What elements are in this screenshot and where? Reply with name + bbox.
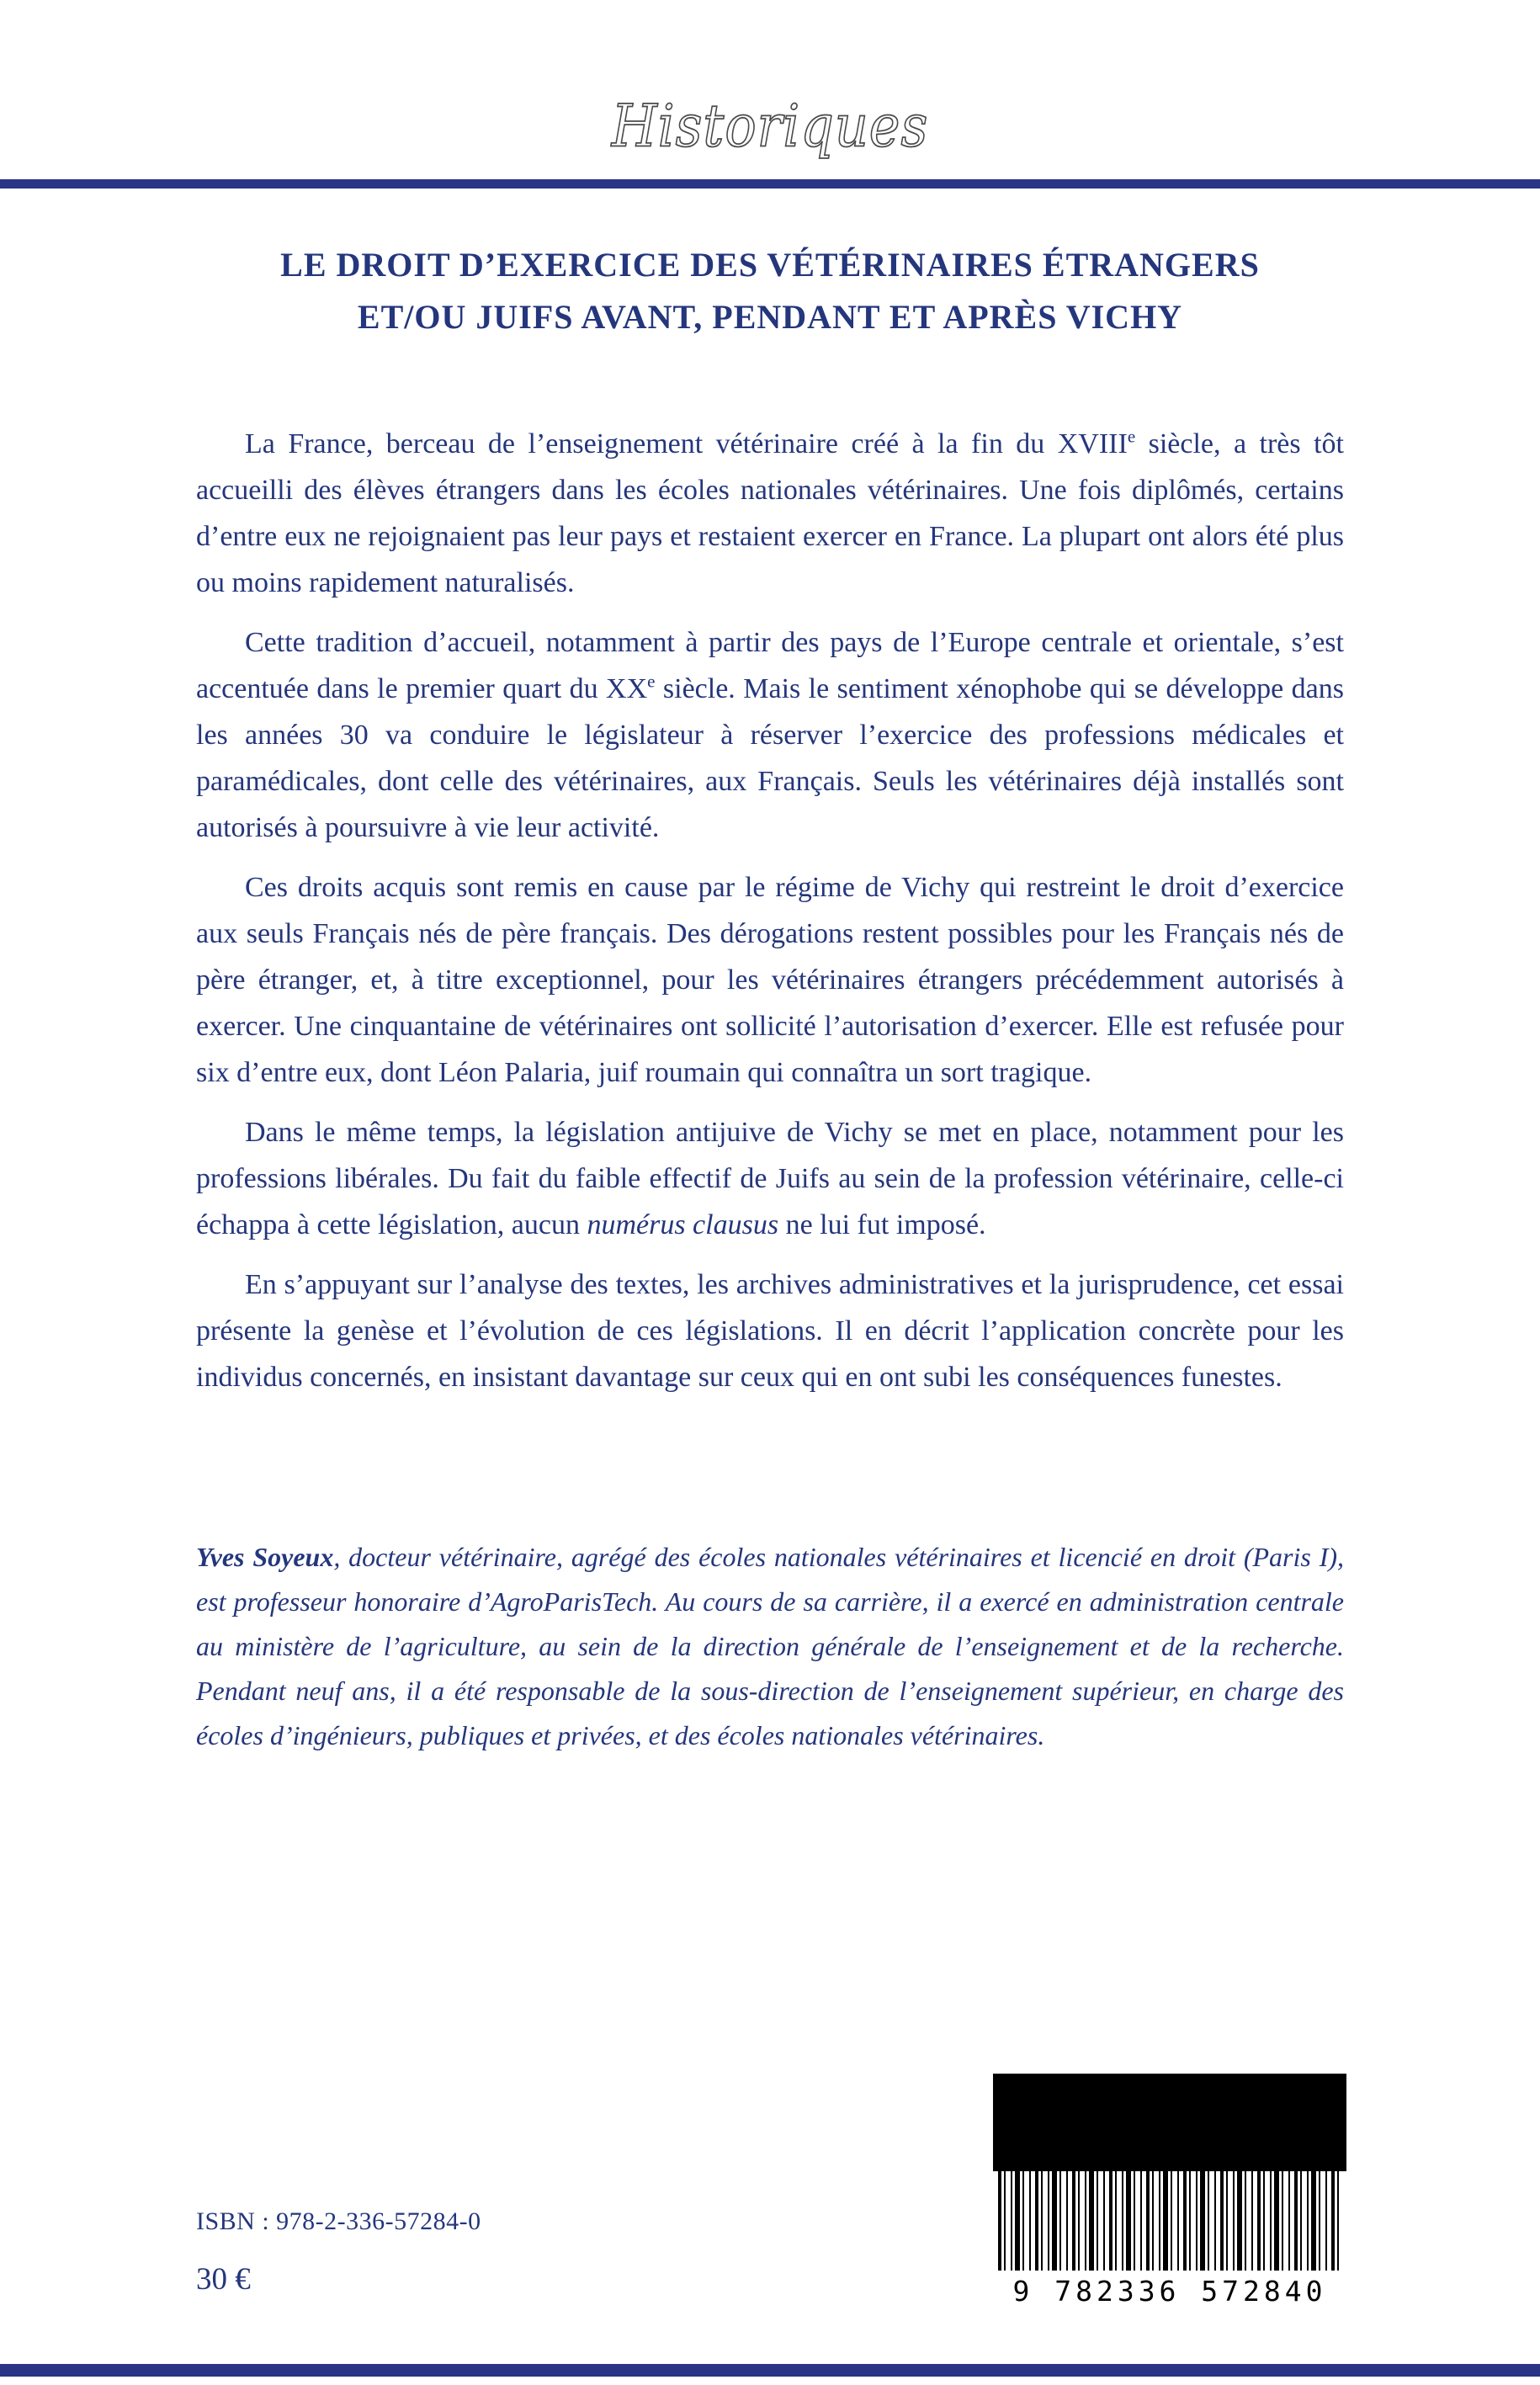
author-bio (196, 1535, 1344, 1758)
paragraph-4-text-cont: ne lui fut imposé. (778, 1209, 986, 1240)
book-title-line-2: ET/OU JUIFS AVANT, PENDANT ET APRÈS VICHY (357, 298, 1183, 336)
price: 30 € (196, 2262, 251, 2297)
paragraph-1-superscript: e (1127, 426, 1136, 447)
barcode-bars (998, 2171, 1341, 2271)
paragraph-3: Ces droits acquis sont remis en cause par le régime de Vichy qui restreint le droit d’exercice aux seuls Français nés de père français. Des dérogations restent possibles pour les Français nés de père étranger, et, à titre exceptionnel, pour les vétérinaires étrangers précédemment autorisés à exercer. Une cinquantaine de vétérinaires ont sollicité l’autorisation d’exercer. Elle est refusée pour six d’entre eux, dont Léon Palaria, juif roumain qui connaîtra un sort tragique. (196, 872, 1344, 1088)
paragraph-1 (196, 421, 1344, 606)
back-cover-text (196, 421, 1344, 1400)
paragraph-4-text: Dans le même temps, la législation antijuive de Vichy se met en place, notamment pour les professions libérales. Du fait du faible effectif de Juifs au sein de la profession vétérinaire, celle-ci échappa à cette législation, aucun (196, 1117, 1344, 1240)
paragraph-5: En s’appuyant sur l’analyse des textes, les archives administratives et la jurisprudence, cet essai présente la genèse et l’évolution de ces législations. Il en décrit l’application concrète pour les individus concernés, en insistant davantage sur ceux qui en ont subi les conséquences funestes. (196, 1269, 1344, 1393)
book-title-line-1: LE DROIT D’EXERCICE DES VÉTÉRINAIRES ÉTRANGERS (280, 246, 1260, 284)
paragraph-4 (196, 1109, 1344, 1248)
paragraph-1-text: La France, berceau de l’enseignement vétérinaire créé à la fin du XVIII (245, 428, 1128, 459)
bottom-rule-divider (0, 2364, 1540, 2377)
footer-left (196, 2207, 481, 2297)
author-bio-paragraph (196, 1535, 1344, 1758)
barcode-digits: 9 782336 572840 (993, 2271, 1346, 2311)
paragraph-2-superscript: e (647, 671, 656, 692)
paragraph-2-text-cont: siècle. Mais le sentiment xénophobe qui se développe dans les années 30 va conduire le législateur à réserver l’exercice des professions médicales et paramédicales, dont celle des vétérinaires, aux Français. Seuls les vétérinaires déjà installés sont autorisés à poursuivre à vie leur activité. (196, 673, 1344, 843)
collection-logo-row (0, 91, 1540, 161)
paragraph-1-text-cont: siècle, a très tôt accueilli des élèves étrangers dans les écoles nationales vétérinaires. Une fois diplômés, certains d’entre eux ne rejoignaient pas leur pays et restaient exercer en France. La plupart ont alors été plus ou moins rapidement naturalisés. (196, 428, 1344, 598)
author-bio-text: , docteur vétérinaire, agrégé des écoles nationales vétérinaires et licencié en droit (Paris I), est professeur honoraire d’AgroParisTech. Au cours de sa carrière, il a exercé en administration centrale au ministère de l’agriculture, au sein de la direction générale de l’enseignement et de la recherche. Pendant neuf ans, il a été responsable de la sous-direction de l’enseignement supérieur, en charge des écoles d’ingénieurs, publiques et privées, et des écoles nationales vétérinaires. (196, 1542, 1345, 1750)
book-title (0, 239, 1540, 343)
paragraph-4-italic-phrase: numérus clausus (587, 1209, 779, 1240)
barcode-black-block (993, 2074, 1346, 2171)
paragraph-2-text: Cette tradition d’accueil, notamment à partir des pays de l’Europe centrale et orientale, s’est accentuée dans le premier quart du XX (196, 627, 1344, 704)
top-rule-divider (0, 179, 1540, 189)
collection-logo: Historiques (611, 91, 929, 161)
author-name: Yves Soyeux (196, 1542, 334, 1572)
isbn: ISBN : 978-2-336-57284-0 (196, 2207, 481, 2235)
paragraph-2 (196, 619, 1344, 851)
barcode (993, 2074, 1346, 2311)
